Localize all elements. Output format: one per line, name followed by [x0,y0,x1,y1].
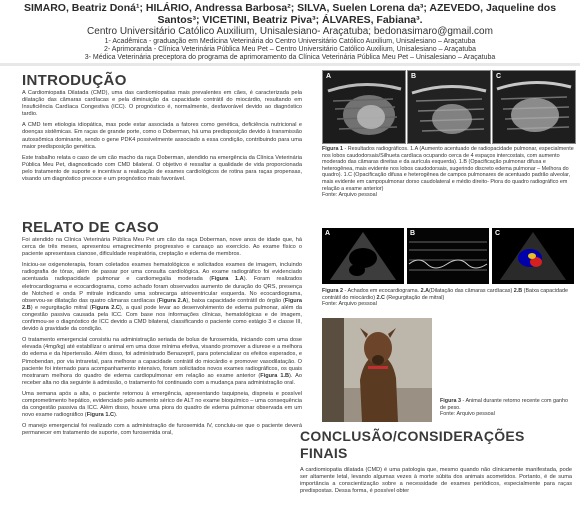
xray-panel-c-label: C [496,73,502,80]
case-heading: RELATO DE CASO [22,219,159,236]
ref-fig-1a: Figura 1.A [211,276,244,283]
conclusion-heading: CONCLUSÃO/CONSIDERAÇÕES FINAIS [300,428,525,461]
affiliation-2: 2- Aprimoranda - Clínica Veterinária Pública Meu Pet – Centro Universitário Católico Auxilium, Unisalesiano – Araçatuba [104,46,476,53]
case-p2-text-b: ). Foram realizados eletrocardiograma e ecocardiograma, como achado foram observados aumento de duração do QRS, presença de Notched e onda P mitrale indicando uma sobrecarga atrioventricular esquerda. No ecocardiograma, observou-se dilatação das quatro câmaras cardíacas ( [22,276,303,304]
header-divider [0,63,580,66]
echo-image-c [492,228,574,284]
figure-3-caption-text: - Animal durante retorno recente com ganho de peso. [440,398,568,411]
echo-panel-a-label: A [325,230,331,237]
figure-2-caption-b: (Dilatação das câmaras cardíacas) [428,288,514,294]
ref-fig-1b: Figura 1.B [260,372,290,379]
ref-fig-1c: Figura 1.C [86,412,115,419]
intro-paragraph-2: A CMD tem etiologia idiopática, mas pode estar associada a fatores como genética, deficiência nutricional e doenças sistêmicas. Em raças de grande porte, como o Doberman, há uma predisposição devido à transmissão autossômica dominante, sendo o gene PDK4 possivelmente associado a essa condição, contribuindo para uma maior predisposição genética. [22,122,302,150]
xray-image-a [323,71,405,143]
institution-line: Centro Universitário Católico Auxilium, Unisalesiano- Araçatuba; bedonasimaro@gmail.com [87,26,493,37]
echo-image-a [322,228,404,284]
xray-panel-c [492,70,576,144]
echo-panel-c [492,228,574,284]
echo-panel-c-label: C [495,230,501,237]
case-text [22,237,302,441]
figure-3-photo [322,318,432,422]
case-paragraph-2 [22,262,302,333]
conclusion-text [300,467,572,499]
ref-fig-2a: Figura 2.A [158,297,187,304]
case-p3-text-b: ). Ao receber alta no dia seguinte à admissão, o tratamento foi continuado com a mudança para administração oral. [22,372,302,386]
figure-2-ref-2a: 2.A [420,288,429,294]
xray-image-c [493,71,575,143]
figure-3-source: Fonte: Arquivo pessoal [440,411,495,418]
echo-panel-a [322,228,404,284]
case-p3-text-a: O tratamento emergencial consistiu na administração seriada de bolus de furosemida, iniciando com uma dose elevada (4mg/kg) até estabilizar o animal em uma dose mínima efetiva, visando promover a diurese e a melhora do edema e da hipertensão. Além disso, foi administrado Benazepril, para potencializar os efeitos esperados, e Pimobendan, por via intraretal, para melhorar a capacidade contrátil do miocárdio e promover vasodilatação. O paciente foi internado para acompanhamento intensivo, foram solicitados novos exames radiográficos, os quais mostraram melhora do quadro de edema cardiopulmonar em relação ao exame anterior ( [22,337,302,379]
figure-1-label: Figura 1 [322,146,343,152]
authors-line-2: Santos³; VICETINI, Beatriz Piva³; ÁLVARES, Fabiana³. [157,14,423,26]
figure-2-source: Fonte: Arquivo pessoal [322,301,377,308]
figure-2-ref-2b: 2.B [513,288,523,294]
figure-2-ref-2c: 2.C [376,294,385,301]
case-paragraph-4 [22,391,302,419]
case-p2-text-c: ), baixa capacidade contrátil do órgão ( [186,297,285,304]
figure-2-caption-c: (Baixa capacidade contrátil do miocárdio) [322,288,569,301]
echo-panel-b-label: B [410,230,416,237]
authors-line-1: SIMARO, Beatriz Doná¹; HILÁRIO, Andressa Barbosa²; SILVA, Suelen Lorena da³; AZEVEDO, Jaqueline dos [23,2,557,14]
figure-1-caption-text: - Resultados radiográficos. 1.A (Aumento acentuado de radiopacidade pulmonar, especialmente nos lobos caudodorsais/Silhueta cardíaca ocupando cerca de 4 espaços intercostais, com aumento moderado das câmaras direitas e da aurícula esquerda). 1.B (Opacificação pulmonar difusa e heterogênea, mais evidente nos lobos caudodorsais, sugerindo discreto edema pulmonar – Melhora do quadro). 1.C (Opacificação difusa e heterogênea de campos pulmonares de acentuado padrão alveolar, mais evidente em campopulmonar dorso caudolateral e médio direito- Piora do quadro radiográfico em relação a exame anterior) [322,146,574,192]
figure-2-images [322,228,574,284]
case-p2-text-e: ), a qual pode levar ao desenvolvimento de edema pulmonar, além da congestão passiva causada pela ICC. Com base nos informações clínicas, hematológicas e de imagem, confirmou-se o diagnóstico de ICC devido a CMD bilateral, classificando o paciente como estágio 3 e classe III, devido à gravidade da condição. [22,304,302,333]
figure-2-label: Figura 2 [322,288,343,294]
xray-panel-a [322,70,406,144]
intro-paragraph-1: A Cardiomiopatia Dilatada (CMD), uma das cardiomiopatias mais prevalentes em cães, é caracterizada pela dilatação das câmaras cardíacas e pela diminuição da capacidade contrátil do miocárdio, resultando em Insuficiência Cardíaca Congestiva (ICC). O prognóstico é, normalmente, desfavorável devido ao diagnóstico tardio. [22,90,302,118]
figure-1-caption [322,146,574,199]
xray-image-b [408,71,490,143]
case-paragraph-5: O manejo emergencial foi realizado com a administração de furosemida IV, concluiu-se que o paciente deverá permanecer em tratamento de suporte, com furosemida oral, [22,423,302,437]
figure-3-caption [440,398,570,418]
conclusion-paragraph-1: A cardiomiopatia dilatada (CMD) é uma patologia que, mesmo quando não clinicamente manifestada, pode ser altamente letal, levando algumas vezes à morte súbita dos animais acometidos. Portanto, é de suma importância a conscientização sobre a necessidade de exames periódicos, especialmente para raças predispostas. Dessa forma, é possível obter [300,467,572,495]
case-p4-text-a: Uma semana após a alta, o paciente retornou à emergência, apresentando taquipneia, dispneia e possível comprometimento hepático, evidenciado pelo aumento sérico de ALT no exame bioquímico – uma consequência da congestão passiva da ICC. Além disso, houve uma piora do quadro de edema pulmonar observada em um novo exame radiográfico ( [22,390,302,419]
affiliation-3: 3- Médica Veterinária preceptora do programa de aprimoramento da Clínica Veterinária Pública Meu Pet – Unisalesiano – Araçatuba [84,54,496,61]
case-p4-text-b: ). [114,412,118,419]
dog-photo [322,318,432,422]
case-p2-text-d: ) e regurgitação mitral ( [30,304,92,311]
figure-1-source: Fonte: Arquivo pessoal [322,192,377,199]
echo-image-b [407,228,489,284]
intro-text [22,90,302,187]
intro-heading: INTRODUÇÃO [22,72,127,89]
affiliation-1: 1- Acadêmica - graduação em Medicina Veterinária do Centro Universitário Católico Auxilium, Unisalesiano – Araçatuba [104,38,476,45]
xray-panel-b-label: B [411,73,417,80]
xray-panel-b [407,70,491,144]
case-p2-text-a: Iniciou-se oxigenoterapia, foram coletados exames hematológicos e solicitados exames de imagem, incluindo radiografia de tórax, além de passar por uma consulta cardiológica. Ao exame radiográfico foi evidenciado acentuada radiopacidade pulmonar e cardiomegalia moderada ( [22,262,302,283]
poster-header [0,0,580,62]
intro-paragraph-3: Este trabalho relata o caso de um cão macho da raça Doberman, atendido na emergência da Clínica Veterinária Pública Meu Pet, diagnosticado com CMD bilateral. O objetivo é ressaltar a qualidade de vida proporcionada pelo tratamento de suporte e incentivar a realização de exames cardiológicos de rotina para raças propensas, visando um diagnóstico precoce e um prognóstico mais favorável. [22,154,302,183]
echo-panel-b [407,228,489,284]
figure-3-label: Figura 3 [440,398,461,404]
ref-fig-2c: Figura 2.C [91,304,120,311]
xray-panel-a-label: A [326,73,332,80]
case-paragraph-1: Foi atendido na Clínica Veterinária Pública Meu Pet um cão da raça Doberman, nove anos de idade que, há cerca de três meses, apresentou emagrecimento progressivo e cansaço ao exercício. Ao exame físico o paciente apresentava cianose, dificuldade respiratória, creptação e edema de membros. [22,237,302,258]
figure-2-caption [322,288,574,308]
case-paragraph-3 [22,337,302,387]
figure-2-caption-a: - Achados em ecocardiograma. [342,288,421,294]
figure-1-images [322,70,574,142]
figure-2-caption-d: (Regurgitação de mitral) [384,294,445,301]
ref-fig-2b: Figura 2.B [22,297,302,311]
